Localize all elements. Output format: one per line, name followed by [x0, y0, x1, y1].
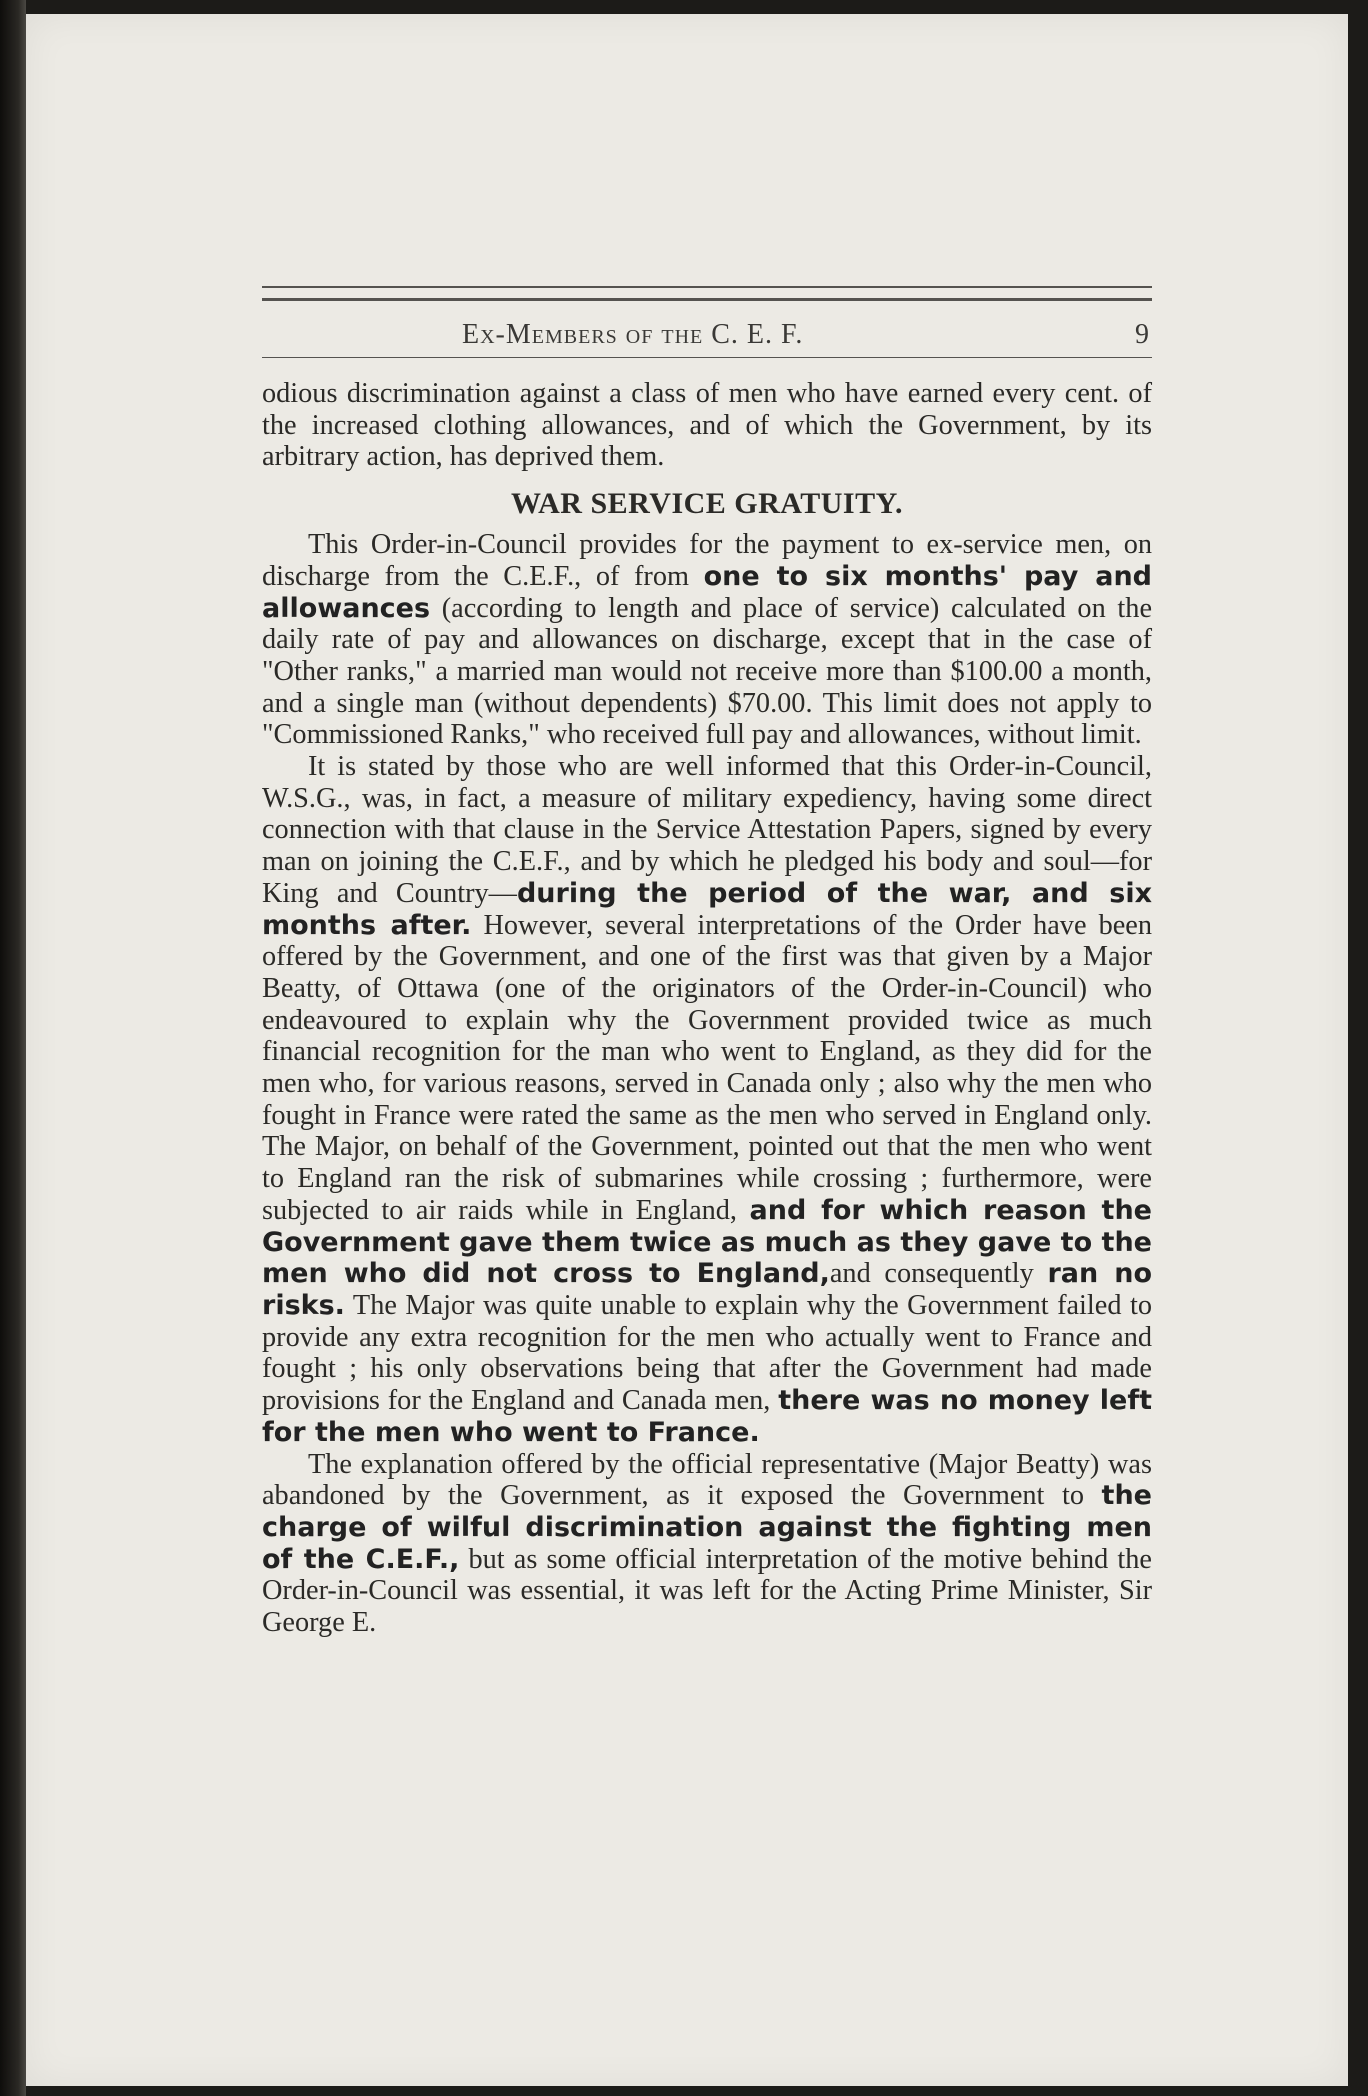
book-spine [0, 0, 26, 2096]
paragraph [262, 378, 1152, 473]
bold-emphasis: one to six months' pay and allowances [262, 560, 1152, 624]
header-rule [262, 357, 1152, 358]
bold-emphasis: ran no risks. [262, 1258, 1153, 1321]
text-body [262, 378, 1152, 1639]
text-run: However, several interpretations of the Order have been offered by the Government, and one of the first was that given by a Major Beatty, of Ottawa (one of the originators of the Order-in-Council) who endeavoured to explain why the Government provided twice as much financial recognition for the man who went to England, as they did for the men who, for various reasons, served in Canada only ; also why the men who fought in France were rated the same as the men who served in England only. The Major, on behalf of the Government, pointed out that the men who went to England ran the risk of submarines while crossing ; furthermore, were subjected to air raids while in England, [262, 909, 1152, 1226]
bold-emphasis: and for which reason the Government gave them twice as much as they gave to the men who did not cross to England, [262, 1194, 1152, 1290]
page-number: 9 [1135, 319, 1150, 350]
text-run: The Major was quite unable to explain why the Government failed to provide any extra recognition for the men who actually went to France and fought ; his only observations being that after the Government had made provisions for the England and Canada men, [262, 1289, 1152, 1417]
running-title: Ex-Members of the C. E. F. [462, 319, 804, 350]
paragraph [262, 1449, 1152, 1639]
section-heading: WAR SERVICE GRATUITY. [510, 487, 904, 521]
text-run: and consequently [829, 1258, 1048, 1290]
paragraph [262, 751, 1152, 1448]
paragraph [262, 529, 1152, 751]
text-run: (according to length and place of service) calculated on the daily rate of pay and allowances on discharge, except that in the case of "Other ranks," a married man would not receive more than $100.00 a month, and a single man (without dependents) $70.00. This limit does not apply to "Commissioned Ranks," who received full pay and allowances, without limit. [262, 592, 1152, 751]
text-run: It is stated by those who are well informed that this Order-in-Council, W.S.G., was, in fact, a measure of military expediency, having some direct connection with that clause in the Service Attestation Papers, signed by every man on joining the C.E.F., and by which he pledged his body and soul—for King and Country— [262, 751, 1152, 909]
header-double-rule [262, 286, 1152, 301]
page-content [262, 286, 1152, 1639]
bold-emphasis: the charge of wilful discrimination against the fighting men of the C.E.F., [262, 1480, 1152, 1575]
text-run: odious discrimination against a class of men who have earned every cent. of the increased clothing allowances, and of which the Government, by its arbitrary action, has deprived them. [262, 378, 1152, 473]
text-run: This Order-in-Council provides for the payment to ex-service men, on discharge from the C.E.F., of from [262, 529, 1152, 592]
text-run: but as some official interpretation of the motive behind the Order-in-Council was essential, it was left for the Acting Prime Minister, Sir George E. [262, 1543, 1152, 1639]
bold-emphasis: there was no money left for the men who went to France. [262, 1385, 1152, 1448]
text-run: The explanation offered by the official representative (Major Beatty) was abandoned by the Government, as it exposed the Government to [262, 1448, 1152, 1512]
bold-emphasis: during the period of the war, and six months after. [262, 877, 1152, 941]
running-head [262, 311, 1152, 357]
